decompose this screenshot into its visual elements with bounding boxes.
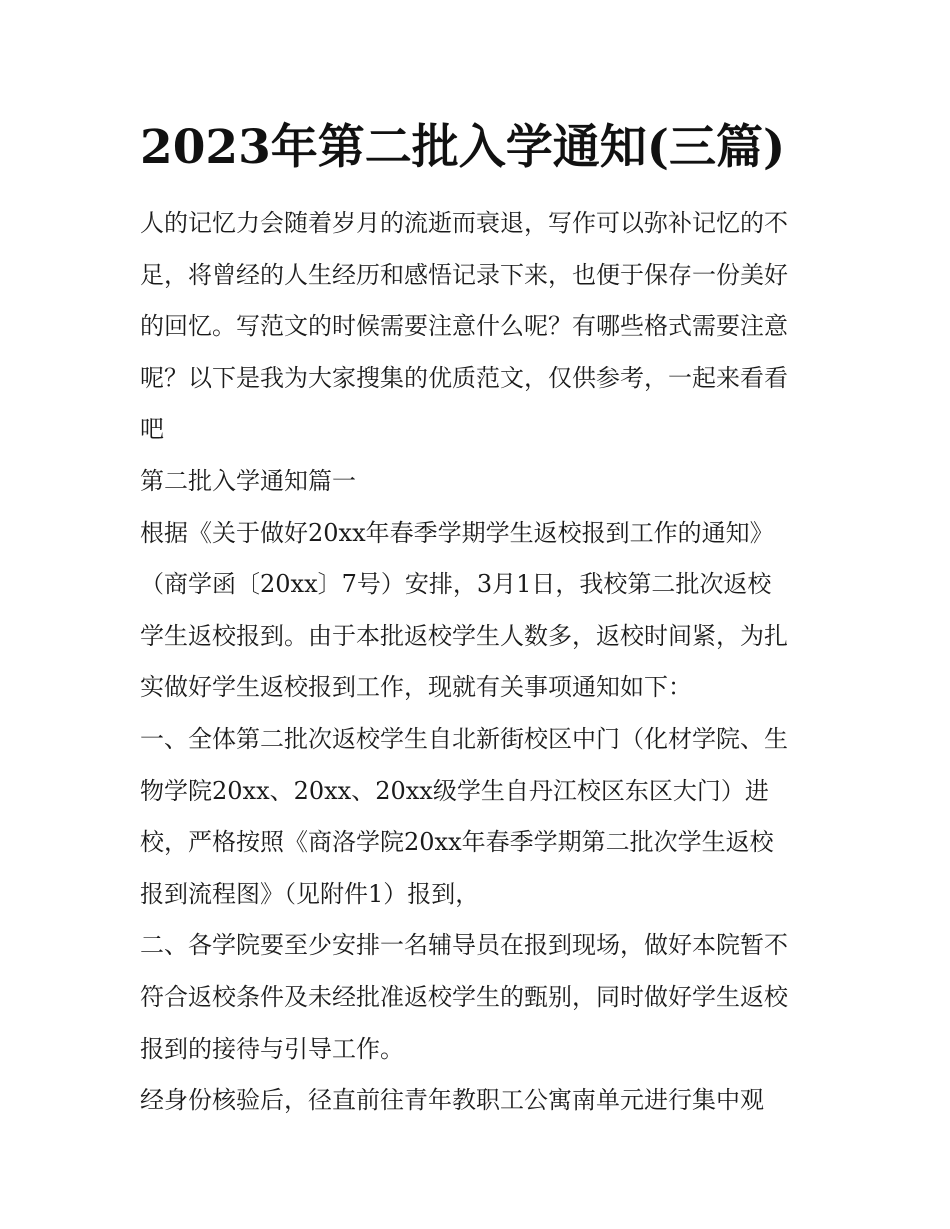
paragraph-4 — [140, 1075, 820, 1127]
text-line: 一、全体第二批次返校学生自北新街校区中门（化材学院、生 — [140, 724, 788, 753]
text-line: 呢？以下是我为大家搜集的优质范文，仅供参考，一起来看看 — [140, 363, 788, 392]
text-line: 校，严格按照《商洛学院20xx年春季学期第二批次学生返校 — [140, 828, 774, 857]
text-line: 二、各学院要至少安排一名辅导员在报到现场，做好本院暂不 — [140, 931, 788, 960]
paragraph-1 — [140, 508, 820, 714]
section-heading: 第二批入学通知篇一 — [140, 466, 356, 495]
paragraph-2 — [140, 714, 820, 920]
text-line: 经身份核验后，径直前往青年教职工公寓南单元进行集中观 — [140, 1086, 764, 1115]
text-line: 的回忆。写范文的时候需要注意什么呢？有哪些格式需要注意 — [140, 312, 788, 341]
text-line: 物学院20xx、20xx、20xx级学生自丹江校区东区大门）进 — [140, 776, 769, 805]
text-line: 报到流程图》（见附件1）报到， — [140, 879, 480, 908]
text-line: 吧 — [140, 415, 164, 444]
document-title: 2023年第二批入学通知(三篇) — [140, 120, 786, 175]
text-line: 实做好学生返校报到工作，现就有关事项通知如下： — [140, 673, 692, 702]
document-body — [140, 198, 820, 1127]
text-line: 学生返校报到。由于本批返校学生人数多，返校时间紧，为扎 — [140, 621, 788, 650]
text-line: 符合返校条件及未经批准返校学生的甄别，同时做好学生返校 — [140, 982, 788, 1011]
text-line: 根据《关于做好20xx年春季学期学生返校报到工作的通知》 — [140, 518, 774, 547]
text-line: 人的记忆力会随着岁月的流逝而衰退，写作可以弥补记忆的不 — [140, 209, 788, 237]
text-line: （商学函〔20xx〕7号）安排，3月1日，我校第二批次返校 — [140, 570, 772, 599]
text-line: 报到的接待与引导工作。 — [140, 1034, 404, 1063]
text-line: 足，将曾经的人生经历和感悟记录下来，也便于保存一份美好 — [140, 260, 788, 289]
intro-paragraph — [140, 198, 820, 456]
paragraph-3 — [140, 920, 820, 1075]
